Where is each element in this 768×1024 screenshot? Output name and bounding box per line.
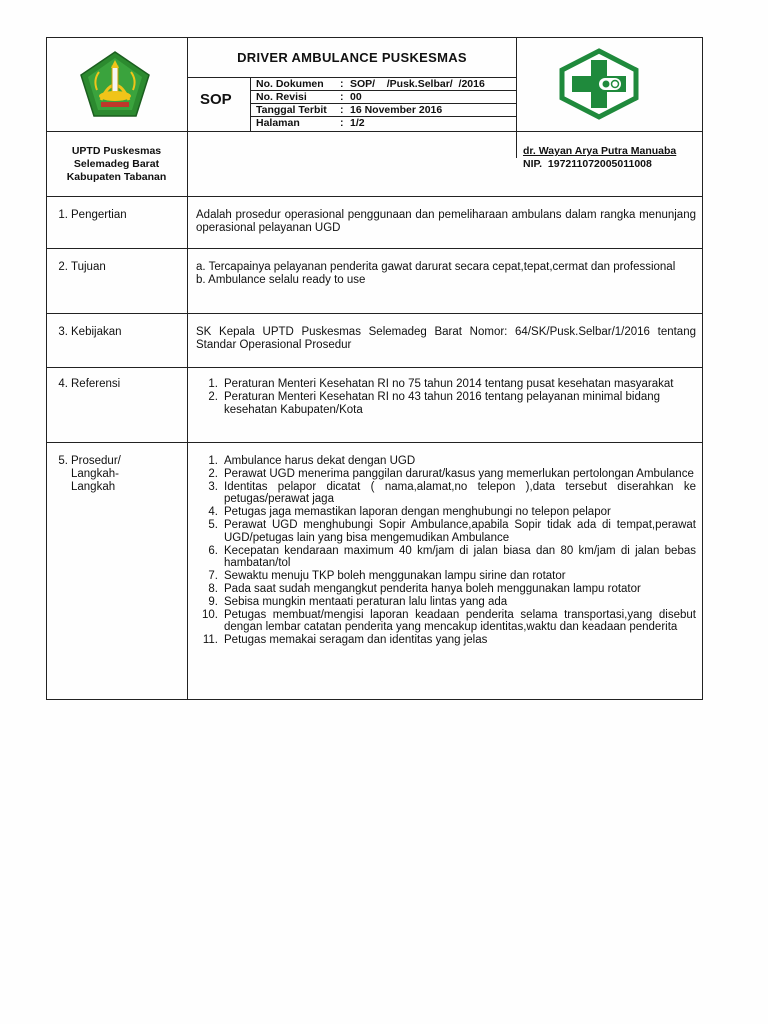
tujuan-line: a. Tercapainya pelayanan penderita gawat darurat secara cepat,tepat,cermat dan professional xyxy=(196,261,676,273)
list-item: 2. Peraturan Menteri Kesehatan RI no 43 tahun 2016 tentang pelayanan minimal bidang kesehatan Kabupaten/Kota xyxy=(208,390,661,416)
section-divider-2 xyxy=(46,313,703,314)
meta-value: 1/2 xyxy=(350,117,365,129)
signatory-block xyxy=(523,145,676,171)
frame-top xyxy=(46,37,703,38)
list-item-text: Perawat UGD menghubungi Sopir Ambulance,apabila Sopir tidak ada di tempat,perawat UGD/petugas lain yang bisa mengemudikan Ambulance xyxy=(224,518,696,544)
meta-row-revision xyxy=(256,91,362,104)
list-item: 9. Sebisa mungkin mentaati peraturan lalu lintas yang ada xyxy=(208,595,508,608)
section-number: 4. xyxy=(58,378,68,390)
list-item-text: Ambulance harus dekat dengan UGD xyxy=(224,455,416,467)
section-label-prosedur xyxy=(46,455,121,494)
list-item: 10. Petugas membuat/mengisi laporan keadaan penderita selama transportasi,yang disebut dengan lembar catatan penderita yang mencakup identitas,waktu dan keadaan penderita xyxy=(202,608,696,634)
section-text-tujuan xyxy=(196,261,696,287)
meta-row-document-number xyxy=(256,78,485,91)
list-item: 2. Perawat UGD menerima panggilan darurat/kasus yang memerlukan pertolongan Ambulance xyxy=(208,467,694,480)
sop-divider xyxy=(250,77,251,131)
document-title: DRIVER AMBULANCE PUSKESMAS xyxy=(237,50,467,65)
meta-value: 00 xyxy=(350,91,362,103)
meta-sep: : xyxy=(340,104,344,116)
list-item: 1. Peraturan Menteri Kesehatan RI no 75 tahun 2014 tentang pusat kesehatan masyarakat xyxy=(208,378,674,390)
meta-value: 16 November 2016 xyxy=(350,104,443,116)
list-item: 5. Perawat UGD menghubungi Sopir Ambulance,apabila Sopir tidak ada di tempat,perawat UGD/petugas lain yang bisa mengemudikan Ambulance xyxy=(208,518,696,544)
meta-sep: : xyxy=(340,91,344,103)
signatory-name: dr. Wayan Arya Putra Manuaba xyxy=(523,145,677,157)
list-item-text: Perawat UGD menerima panggilan darurat/kasus yang memerlukan pertolongan Ambulance xyxy=(224,467,694,480)
list-item-text: Petugas jaga memastikan laporan dengan menghubungi no telepon pelapor xyxy=(224,506,611,519)
section-text-pengertian: Adalah prosedur operasional penggunaan dan pemeliharaan ambulans dalam rangka menunjang operasional pelayanan UGD xyxy=(196,209,696,234)
meta-sep: : xyxy=(340,117,344,129)
list-item-text: Peraturan Menteri Kesehatan RI no 75 tahun 2014 tentang pusat kesehatan masyarakat xyxy=(224,378,674,390)
list-item-text: Sewaktu menuju TKP boleh menggunakan lampu sirine dan rotator xyxy=(224,570,566,583)
list-item: 4. Petugas jaga memastikan laporan dengan menghubungi no telepon pelapor xyxy=(208,506,611,519)
meta-row-issue-date xyxy=(256,104,442,117)
list-item: 6. Kecepatan kendaraan maximum 40 km/jam di jalan biasa dan 80 km/jam di jalan bebas hambatan/tol xyxy=(208,544,696,570)
org-line: Selemadeg Barat xyxy=(73,158,160,170)
list-item: 11. Petugas memakai seragam dan identitas yang jelas xyxy=(202,634,488,647)
section-title: Tujuan xyxy=(71,261,106,273)
section-divider-1 xyxy=(46,248,703,249)
puskesmas-logo-icon xyxy=(558,48,640,120)
tujuan-line: b. Ambulance selalu ready to use xyxy=(196,273,366,286)
header-divider xyxy=(46,131,703,132)
section-label-referensi xyxy=(46,378,120,391)
section-number: 1. xyxy=(58,209,68,221)
meta-key: Tanggal Terbit xyxy=(256,104,327,116)
org-line: Kabupaten Tabanan xyxy=(66,171,167,183)
frame-right xyxy=(702,37,703,700)
tabanan-regency-emblem-icon xyxy=(79,50,151,118)
list-item-text: Petugas memakai seragam dan identitas yang jelas xyxy=(224,634,488,647)
list-item-text: Kecepatan kendaraan maximum 40 km/jam di jalan biasa dan 80 km/jam di jalan bebas hambatan/tol xyxy=(224,544,696,570)
list-item: 8. Pada saat sudah mengangkut penderita hanya boleh menggunakan lampu rotator xyxy=(208,582,641,595)
section-title: Langkah- xyxy=(71,468,119,480)
frame-bottom xyxy=(46,699,703,700)
section-title: Kebijakan xyxy=(71,326,122,338)
sop-label: SOP xyxy=(200,91,232,108)
meta-value: SOP/ /Pusk.Selbar/ /2016 xyxy=(350,78,485,90)
list-item: 3. Identitas pelapor dicatat ( nama,alamat,no telepon ),data tersebut diserahkan ke petugas/perawat jaga xyxy=(208,480,696,506)
meta-key: No. Revisi xyxy=(256,91,307,103)
list-item: 7. Sewaktu menuju TKP boleh menggunakan lampu sirine dan rotator xyxy=(208,570,566,583)
section-number: 5. xyxy=(58,455,68,467)
list-item: 1. Ambulance harus dekat dengan UGD xyxy=(208,455,416,467)
organization-name xyxy=(46,145,187,184)
section-number: 2. xyxy=(58,261,68,273)
list-item-text: Pada saat sudah mengangkut penderita hanya boleh menggunakan lampu rotator xyxy=(224,582,641,595)
section-label-tujuan xyxy=(46,261,106,274)
org-divider xyxy=(46,196,703,197)
org-line: UPTD Puskesmas xyxy=(71,145,162,157)
section-label-kebijakan xyxy=(46,326,122,339)
section-text-kebijakan: SK Kepala UPTD Puskesmas Selemadeg Barat Nomor: 64/SK/Pusk.Selbar/1/2016 tentang Standar Operasional Prosedur xyxy=(196,326,696,351)
label-column-divider xyxy=(187,37,188,700)
section-divider-3 xyxy=(46,367,703,368)
list-item-text: Petugas membuat/mengisi laporan keadaan penderita selama transportasi,yang disebut dengan lembar catatan penderita yang mencakup identitas,waktu dan keadaan penderita xyxy=(224,608,696,634)
referensi-list xyxy=(196,378,696,416)
signatory-nip: NIP. 197211072005011008 xyxy=(523,158,652,170)
list-item-text: Peraturan Menteri Kesehatan RI no 43 tahun 2016 tentang pelayanan minimal bidang kesehatan Kabupaten/Kota xyxy=(224,390,661,416)
frame-left xyxy=(46,37,47,700)
section-title: Referensi xyxy=(71,378,121,390)
sop-document xyxy=(46,37,703,700)
section-divider-4 xyxy=(46,442,703,443)
prosedur-list xyxy=(196,455,696,647)
section-title: Langkah xyxy=(71,481,116,493)
meta-key: No. Dokumen xyxy=(256,78,324,90)
section-title: Prosedur/ xyxy=(71,455,121,467)
meta-key: Halaman xyxy=(256,117,300,129)
list-item-text: Sebisa mungkin mentaati peraturan lalu lintas yang ada xyxy=(224,595,508,608)
list-item-text: Identitas pelapor dicatat ( nama,alamat,no telepon ),data tersebut diserahkan ke petugas/perawat jaga xyxy=(224,480,696,506)
meta-sep: : xyxy=(340,78,344,90)
section-title: Pengertian xyxy=(71,209,127,221)
section-label-pengertian xyxy=(46,209,127,222)
section-number: 3. xyxy=(58,326,68,338)
meta-row-page xyxy=(256,117,365,130)
